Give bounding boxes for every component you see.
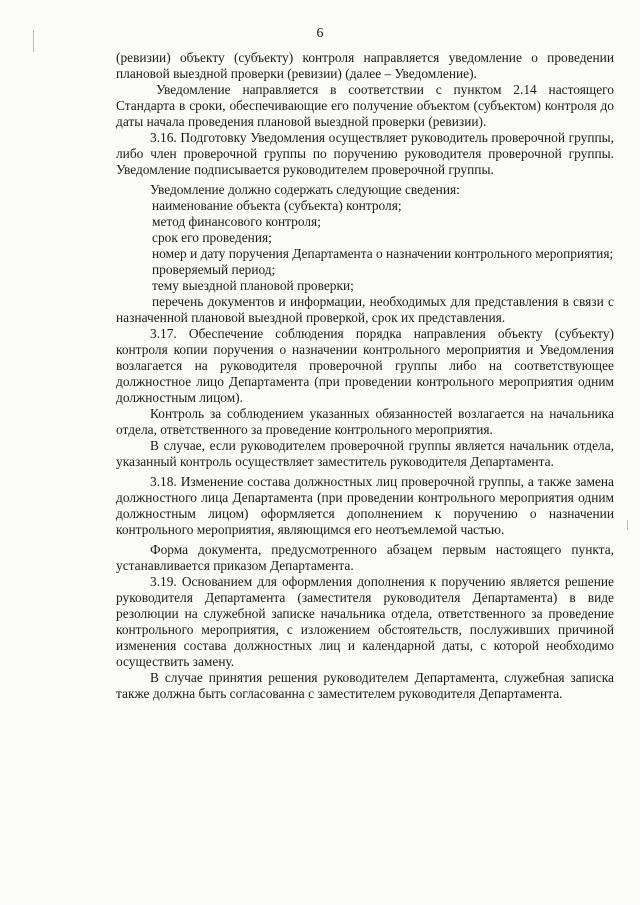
list-item-inspection-topic: тему выездной плановой проверки; <box>152 278 354 293</box>
paragraph-decision-case: В случае принятия решения руководителем Департамента, служебная записка также должна быть согласованна с заместителем руководителя Департамента. <box>116 670 614 701</box>
list-item-documents-list: перечень документов и информации, необходимых для представления в связи с назначенной плановой выездной проверкой, срок их представления. <box>116 294 614 325</box>
paragraph-3-18: 3.18. Изменение состава должностных лиц проверочной группы, а также замена должностного лица Департамента (при проведении контрольного мероприятия одним должностным лицом) оформляется дополнением к поручению о назначении контрольного мероприятия, являющимся его неотъемлемой частью. <box>116 474 614 537</box>
paragraph-3-19: 3.19. Основанием для оформления дополнения к поручению является решение руководителя Департамента (заместителя руководителя Департамента) в виде резолюции на служебной записке начальника отдела, ответственного за проведение контрольного мероприятия, с изложением обстоятельств, послуживших причиной изменения состава должностных лиц и календарной даты, с которой необходимо осуществить замену. <box>116 574 614 669</box>
page-number: 6 <box>316 26 324 41</box>
paragraph-3-16: 3.16. Подготовку Уведомления осуществляет руководитель проверочной группы, либо член проверочной группы по поручению руководителя проверочной группы. Уведомление подписывается руководителем проверочной группы. <box>116 130 614 177</box>
list-item-control-method: метод финансового контроля; <box>152 214 321 229</box>
paragraph-3-17: 3.17. Обеспечение соблюдения порядка направления объекту (субъекту) контроля копии поручения о назначении контрольного мероприятия и Уведомления возлагается на руководителя проверочной группы либо на соответствующее должностное лицо Департамента (при проведении контрольного мероприятия одним должностным лицом). <box>116 326 614 405</box>
paragraph-intro-continuation: (ревизии) объекту (субъекту) контроля направляется уведомление о проведении плановой выездной проверки (ревизии) (далее – Уведомление). <box>116 50 614 81</box>
paragraph-head-of-department-case: В случае, если руководителем проверочной группы является начальник отдела, указанный контроль осуществляет заместитель руководителя Департамента. <box>116 438 614 469</box>
list-item-object-name: наименование объекта (субъекта) контроля; <box>152 198 402 213</box>
list-item-audit-period: проверяемый период; <box>152 262 276 277</box>
paragraph-document-form: Форма документа, предусмотренного абзацем первым настоящего пункта, устанавливается приказом Департамента. <box>116 542 614 573</box>
paragraph-notice-contents: Уведомление должно содержать следующие сведения: <box>150 182 460 197</box>
list-item-order-number: номер и дату поручения Департамента о назначении контрольного мероприятия; <box>152 246 614 261</box>
paragraph-control-duties: Контроль за соблюдением указанных обязанностей возлагается на начальника отдела, ответственного за проведение контрольного мероприятия. <box>116 406 614 437</box>
paragraph-notice-sending: Уведомление направляется в соответствии с пунктом 2.14 настоящего Стандарта в сроки, обеспечивающие его получение объектом (субъектом) контроля до даты начала проведения плановой выездной проверки (ревизии). <box>116 82 614 129</box>
list-item-duration: срок его проведения; <box>152 230 272 245</box>
scan-artifact-right <box>627 520 628 530</box>
document-body <box>116 50 614 702</box>
